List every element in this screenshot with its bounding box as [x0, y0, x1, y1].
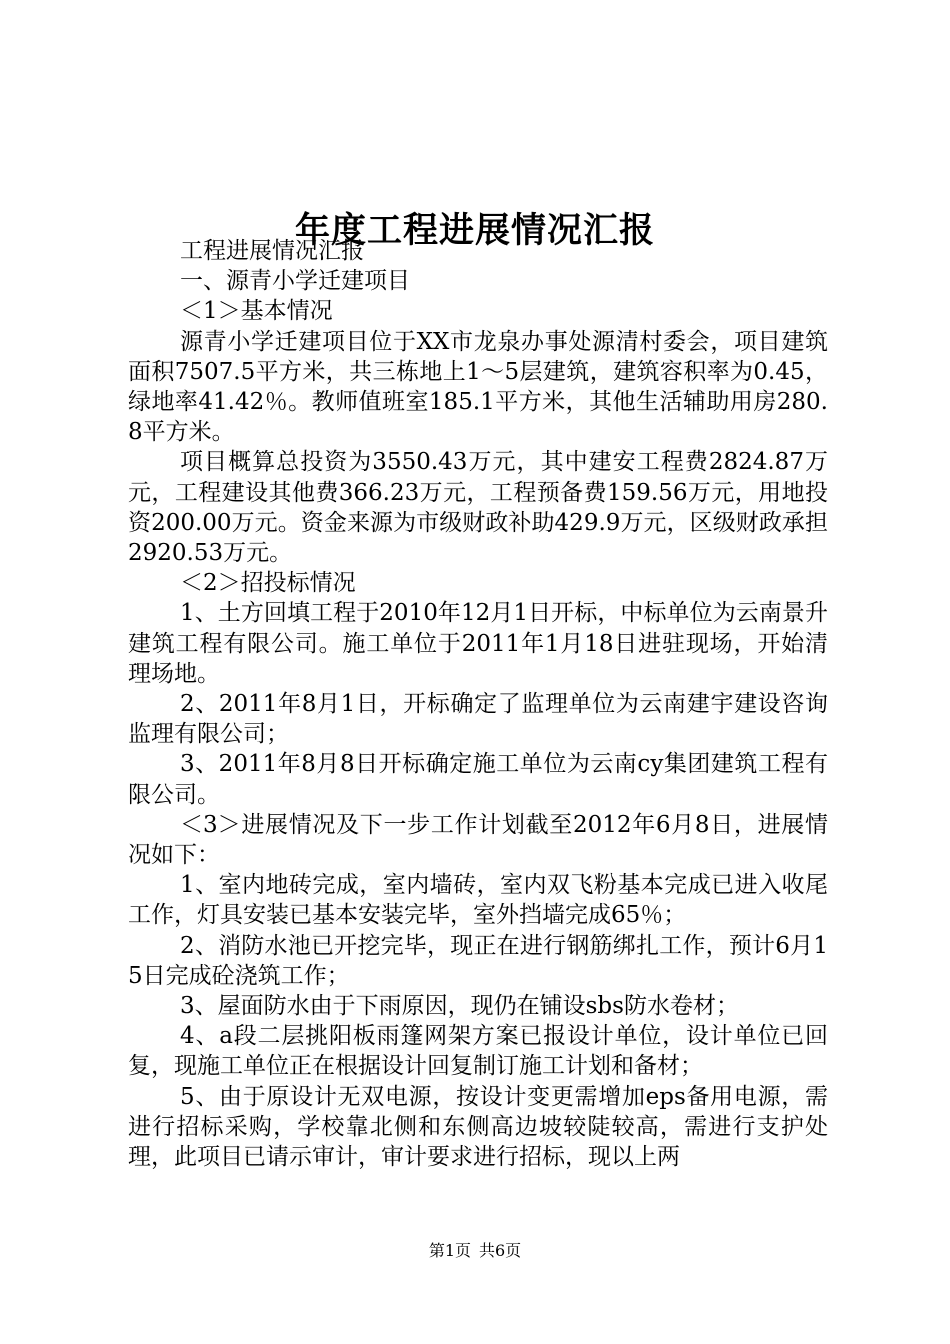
paragraph: 2、消防水池已开挖完毕，现正在进行钢筋绑扎工作，预计6月15日完成砼浇筑工作；: [128, 932, 828, 989]
paragraph: 5、由于原设计无双电源，按设计变更需增加eps备用电源，需进行招标采购，学校靠北侧和东侧高边坡较陡较高，需进行支护处理，此项目已请示审计，审计要求进行招标，现以上两: [128, 1083, 828, 1171]
page-number: 第1页: [428, 1241, 471, 1260]
paragraph: 项目概算总投资为3550.43万元，其中建安工程费2824.87万元，工程建设其他费366.23万元，工程预备费159.56万元，用地投资200.00万元。资金来源为市级财政补助429.9万元，区级财政承担2920.53万元。: [128, 449, 828, 567]
paragraph: 4、a段二层挑阳板雨篷网架方案已报设计单位，设计单位已回复，现施工单位正在根据设计回复制订施工计划和备材；: [128, 1023, 828, 1080]
page-total: 共6页: [479, 1241, 522, 1260]
page-footer: [0, 1241, 950, 1261]
paragraph: 1、室内地砖完成，室内墙砖，室内双飞粉基本完成已进入收尾工作，灯具安装已基本安装完毕，室外挡墙完成65％；: [128, 872, 828, 929]
paragraph: 工程进展情况汇报: [180, 238, 364, 264]
paragraph: 源青小学迁建项目位于XX市龙泉办事处源清村委会，项目建筑面积7507.5平方米，共三栋地上1～5层建筑，建筑容积率为0.45，绿地率41.42％。教师值班室185.1平方米，其他生活辅助用房280.8平方米。: [128, 328, 828, 446]
document-body: [128, 236, 828, 1172]
paragraph: ＜2＞招投标情况: [180, 570, 356, 597]
paragraph: 3、屋面防水由于下雨原因，现仍在铺设sbs防水卷材；: [180, 993, 739, 1020]
document-title: 年度工程进展情况汇报: [294, 211, 655, 252]
paragraph: 一、源青小学迁建项目: [180, 268, 410, 295]
paragraph: 3、2011年8月8日开标确定施工单位为云南cy集团建筑工程有限公司。: [128, 751, 828, 808]
paragraph: 2、2011年8月1日，开标确定了监理单位为云南建宇建设咨询监理有限公司；: [128, 691, 828, 748]
paragraph: ＜3＞进展情况及下一步工作计划截至2012年6月8日，进展情况如下：: [128, 811, 828, 869]
paragraph: 1、土方回填工程于2010年12月1日开标，中标单位为云南景升建筑工程有限公司。施工单位于2011年1月18日进驻现场，开始清理场地。: [128, 600, 828, 687]
paragraph: ＜1＞基本情况: [180, 298, 333, 325]
